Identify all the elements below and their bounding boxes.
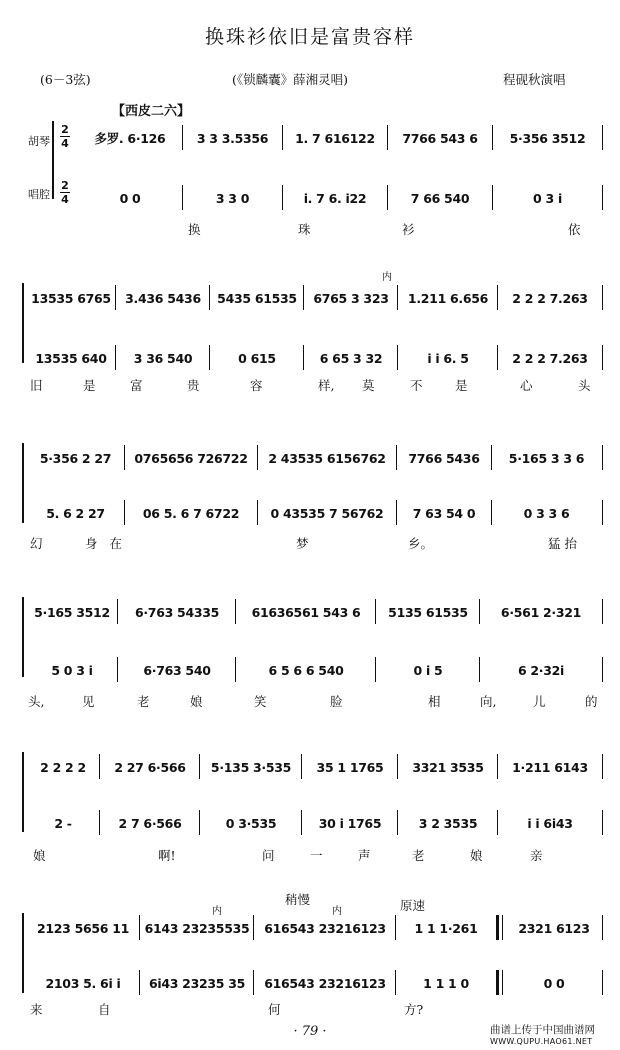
measure: 6 65 3 32 <box>319 350 383 366</box>
barline <box>491 500 492 525</box>
voice-staff <box>0 808 620 838</box>
measure: 6·561 2·321 <box>500 604 582 620</box>
measure: 多罗. 6·126 <box>94 131 166 146</box>
huqin-label: 胡琴 <box>28 135 50 148</box>
barline <box>182 185 183 210</box>
barline <box>395 915 396 940</box>
barline <box>602 915 603 940</box>
lyric: 依 <box>568 222 581 237</box>
key-signature: (6－3弦) <box>40 72 91 87</box>
barline <box>491 445 492 470</box>
voice-staff <box>0 183 620 213</box>
barline <box>182 125 183 150</box>
measure: 7 66 540 <box>410 190 470 206</box>
lyric: 何 <box>268 1002 281 1017</box>
barline <box>602 657 603 682</box>
measure: 6 2·32i <box>517 662 565 678</box>
measure: 2 2 2 7.263 <box>512 350 588 366</box>
measure: 6765 3 323 <box>313 290 389 306</box>
measure: 13535 6765 <box>31 290 111 306</box>
lyric: 问 <box>262 848 275 863</box>
lyric: 向, <box>480 694 497 709</box>
barline <box>124 445 125 470</box>
lyric: 是 <box>455 378 468 393</box>
barline <box>139 915 140 940</box>
barline <box>301 754 302 779</box>
barline <box>397 345 398 370</box>
barline <box>492 185 493 210</box>
voice-staff <box>0 498 620 528</box>
measure: 0 615 <box>238 350 276 366</box>
barline <box>199 754 200 779</box>
barline <box>602 345 603 370</box>
barline <box>602 810 603 835</box>
lyric: 旧 <box>30 378 43 393</box>
measure: 1 1 1·261 <box>414 920 478 936</box>
ornament-mark: 内 <box>212 906 222 917</box>
lyric: 方? <box>404 1002 424 1017</box>
barline <box>303 345 304 370</box>
lyric: 珠 <box>298 222 311 237</box>
measure: 6i43 23235 35 <box>148 975 246 991</box>
lyrics-line <box>0 846 620 866</box>
barline <box>253 915 254 940</box>
lyric: 老 <box>412 848 425 863</box>
measure: 0 3 i <box>533 190 562 206</box>
barline <box>209 285 210 310</box>
barline <box>124 500 125 525</box>
lyric: 乡。 <box>408 536 434 551</box>
measure: 6·763 540 <box>143 662 211 678</box>
measure: 1·211 6143 <box>512 759 588 775</box>
measure: 2103 5. 6i i <box>45 975 121 991</box>
measure: 1 1 1 0 <box>423 975 469 991</box>
barline <box>282 185 283 210</box>
measure: 3321 3535 <box>412 759 484 775</box>
barline <box>99 754 100 779</box>
page-number: · 79 · <box>293 1024 327 1039</box>
huqin-staff <box>0 752 620 782</box>
measure: 5·356 3512 <box>509 130 586 146</box>
barline <box>282 125 283 150</box>
barline <box>303 285 304 310</box>
measure: 0 3 3 6 <box>523 505 570 521</box>
lyric: 心 <box>520 378 533 393</box>
barline <box>139 970 140 995</box>
lyric: 莫 <box>362 378 375 393</box>
measure: 7 63 54 0 <box>412 505 476 521</box>
measure: 5·356 2 27 <box>39 450 112 466</box>
voice-label: 唱腔 <box>28 188 50 201</box>
measure: 35 1 1765 <box>316 759 384 775</box>
barline <box>253 970 254 995</box>
repeat-barline <box>496 970 499 995</box>
barline <box>209 345 210 370</box>
measure: 0765656 726722 <box>134 450 248 466</box>
lyric: 儿 <box>533 694 546 709</box>
lyric: 样, <box>318 378 335 393</box>
measure: 5·135 3·535 <box>210 759 292 775</box>
measure: 1.211 6.656 <box>407 290 489 306</box>
measure: 5 0 3 i <box>51 662 93 678</box>
barline <box>602 185 603 210</box>
lyric: 脸 <box>330 694 343 709</box>
barline <box>497 345 498 370</box>
barline <box>301 810 302 835</box>
barline <box>502 970 503 995</box>
lyric: 换 <box>188 222 201 237</box>
barline <box>257 500 258 525</box>
measure: 6·763 54335 <box>134 604 220 620</box>
measure: i. 7 6. i22 <box>303 190 367 206</box>
barline <box>115 285 116 310</box>
huqin-staff <box>0 443 620 473</box>
measure: 2 7 6·566 <box>118 815 182 831</box>
measure: 5·165 3 3 6 <box>508 450 585 466</box>
voice-staff <box>0 343 620 373</box>
tempo-slower: 稍慢 <box>285 892 311 907</box>
measure: 616543 23216123 <box>264 920 386 936</box>
measure: 2123 5656 11 <box>36 920 130 936</box>
barline <box>497 754 498 779</box>
barline <box>117 657 118 682</box>
measure: 2 2 2 7.263 <box>512 290 588 306</box>
barline <box>257 445 258 470</box>
lyrics-line <box>0 692 620 712</box>
measure: 30 i 1765 <box>318 815 382 831</box>
lyric: 自 <box>98 1002 111 1017</box>
tempo-original: 原速 <box>400 898 426 913</box>
barline <box>602 500 603 525</box>
measure: 2 27 6·566 <box>114 759 186 775</box>
lyric: 是 <box>83 378 96 393</box>
barline <box>396 445 397 470</box>
measure: i i 6i43 <box>527 815 573 831</box>
barline <box>497 285 498 310</box>
measure: 2321 6123 <box>518 920 590 936</box>
barline <box>115 345 116 370</box>
measure: 6 5 6 6 540 <box>268 662 344 678</box>
measure: i i 6. 5 <box>427 350 469 366</box>
lyric: 梦 <box>296 536 309 551</box>
barline <box>99 810 100 835</box>
lyric: 老 <box>137 694 150 709</box>
barline <box>602 125 603 150</box>
measure: 3 2 3535 <box>418 815 478 831</box>
lyrics-line <box>0 376 620 396</box>
measure: 5435 61535 <box>217 290 297 306</box>
measure: 06 5. 6 7 6722 <box>142 505 240 521</box>
measure: 0 0 <box>543 975 565 991</box>
measure: 5. 6 2 27 <box>46 505 105 521</box>
barline <box>396 500 397 525</box>
lyric: 贵 <box>187 378 200 393</box>
barline <box>397 285 398 310</box>
lyric: 娘 <box>190 694 203 709</box>
barline <box>235 599 236 624</box>
ornament-mark: 内 <box>382 272 392 283</box>
barline <box>497 810 498 835</box>
measure: 0 i 5 <box>413 662 443 678</box>
lyric: 来 <box>30 1002 43 1017</box>
watermark-url: WWW.QUPU.HAO61.NET <box>490 1037 593 1046</box>
measure: 2 43535 6156762 <box>268 450 386 466</box>
measure: 1. 7 616122 <box>295 130 375 146</box>
measure: 3 36 540 <box>133 350 193 366</box>
barline <box>602 754 603 779</box>
lyric: 头, <box>28 694 45 709</box>
lyric: 头 <box>578 378 591 393</box>
lyric: 娘 <box>33 848 46 863</box>
performer: 程砚秋演唱 <box>503 72 566 87</box>
lyric: 一 <box>310 848 323 863</box>
lyric: 容 <box>250 378 263 393</box>
lyric: 的 <box>585 694 598 709</box>
lyric: 猛抬 <box>548 536 582 551</box>
barline <box>387 185 388 210</box>
measure: 6143 23235535 <box>144 920 250 936</box>
lyric: 身在 <box>85 536 135 551</box>
section-tag: 【西皮二六】 <box>112 104 191 119</box>
huqin-staff <box>0 123 620 153</box>
barline <box>492 125 493 150</box>
lyric: 见 <box>82 694 95 709</box>
measure: 5·165 3512 <box>34 604 110 620</box>
measure: 0 0 <box>119 190 141 206</box>
measure: 3 3 0 <box>215 190 250 206</box>
measure: 61636561 543 6 <box>251 604 361 620</box>
barline <box>397 810 398 835</box>
barline <box>602 285 603 310</box>
score-title: 换珠衫依旧是富贵容样 <box>204 26 415 48</box>
time-signature: 2 4 <box>61 179 69 206</box>
huqin-staff <box>0 913 620 943</box>
measure: 616543 23216123 <box>264 975 386 991</box>
measure: 7766 543 6 <box>402 130 478 146</box>
lyric: 娘 <box>470 848 483 863</box>
measure: 3.436 5436 <box>125 290 201 306</box>
measure: 5135 61535 <box>388 604 468 620</box>
lyrics-line <box>0 1000 620 1020</box>
barline <box>375 599 376 624</box>
lyric: 啊! <box>158 848 176 863</box>
ornament-mark: 内 <box>332 906 342 917</box>
measure: 3 3 3.5356 <box>196 130 269 146</box>
barline <box>397 754 398 779</box>
opera-source: (《锁麟囊》薛湘灵唱) <box>232 72 349 87</box>
measure: 0 3·535 <box>225 815 277 831</box>
barline <box>199 810 200 835</box>
measure: 2 2 2 2 <box>40 759 86 775</box>
huqin-staff <box>0 597 620 627</box>
measure: 0 43535 7 56762 <box>270 505 384 521</box>
barline <box>502 915 503 940</box>
voice-staff <box>0 968 620 998</box>
lyric: 声 <box>358 848 371 863</box>
lyric: 亲 <box>530 848 543 863</box>
barline <box>602 599 603 624</box>
repeat-barline <box>496 915 499 940</box>
time-signature: 2 4 <box>61 123 69 150</box>
huqin-staff <box>0 283 620 313</box>
lyric: 富 <box>130 378 143 393</box>
measure: 2 - <box>54 815 72 831</box>
barline <box>602 445 603 470</box>
barline <box>602 970 603 995</box>
barline <box>479 599 480 624</box>
watermark <box>490 1024 595 1048</box>
lyrics-line <box>0 534 620 554</box>
barline <box>117 599 118 624</box>
barline <box>479 657 480 682</box>
lyrics-line <box>0 220 620 240</box>
barline <box>375 657 376 682</box>
lyric: 幻 <box>30 536 43 551</box>
lyric: 相 <box>428 694 441 709</box>
watermark-text: 曲谱上传于中国曲谱网 <box>490 1024 595 1036</box>
measure: 13535 640 <box>35 350 107 366</box>
barline <box>235 657 236 682</box>
barline <box>387 125 388 150</box>
lyric: 不 <box>410 378 423 393</box>
voice-staff <box>0 655 620 685</box>
lyric: 衫 <box>402 222 415 237</box>
measure: 7766 5436 <box>408 450 480 466</box>
barline <box>395 970 396 995</box>
lyric: 笑 <box>254 694 267 709</box>
